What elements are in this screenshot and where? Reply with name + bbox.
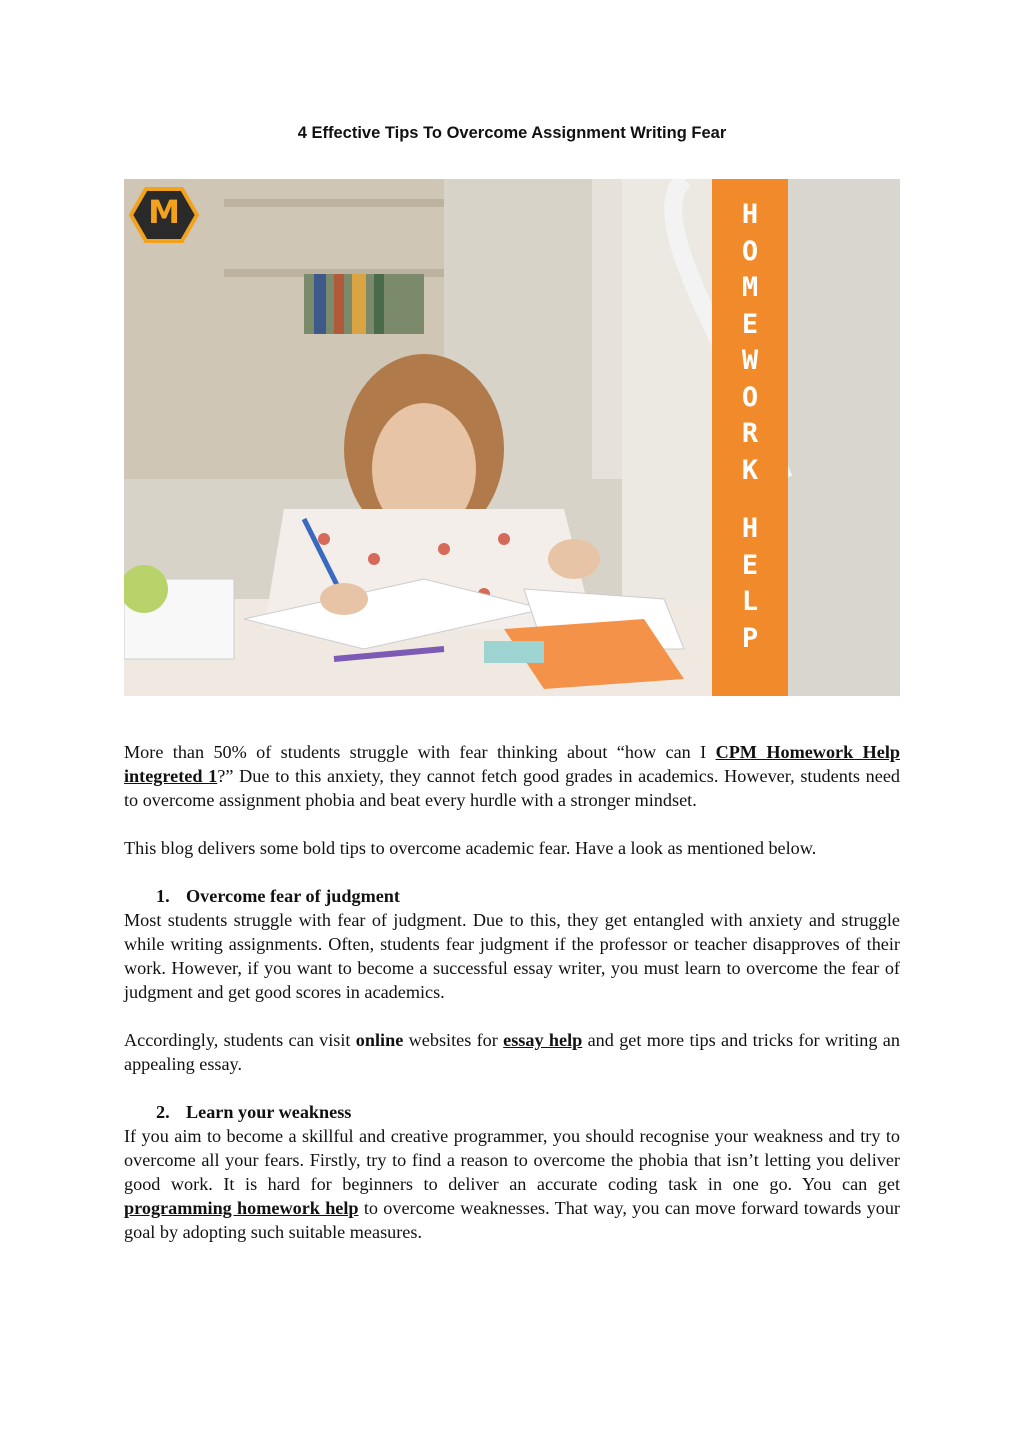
banner-letter: M	[741, 272, 759, 303]
banner-letter: H	[741, 513, 759, 544]
banner-letter: K	[741, 454, 759, 486]
blog-intro-paragraph: This blog delivers some bold tips to overcome academic fear. Have a look as mentioned below.	[124, 838, 817, 858]
article-body	[124, 740, 900, 1244]
banner-letter: O	[741, 235, 759, 267]
section-body	[124, 1124, 900, 1244]
paragraph-text: Accordingly, students can visit	[124, 1030, 356, 1050]
section-number: 2.	[156, 1102, 170, 1122]
homework-help-banner	[712, 179, 788, 696]
banner-letter: R	[741, 418, 759, 449]
intro-paragraph	[124, 740, 900, 812]
bold-text: online	[355, 1030, 404, 1050]
page-title: 4 Effective Tips To Overcome Assignment Writing Fear	[297, 124, 727, 142]
essay-help-paragraph	[124, 1028, 900, 1076]
logo	[129, 187, 199, 243]
banner-letter: L	[741, 586, 759, 617]
section-number: 1.	[156, 886, 170, 906]
section-heading	[156, 1100, 900, 1124]
banner-letter: E	[741, 308, 759, 340]
intro-text-cont: ?” Due to this anxiety, they cannot fetch good grades in academics. However, students need to overcome assignment phobia and beat every hurdle with a stronger mindset.	[124, 766, 901, 810]
banner-letter: P	[741, 622, 759, 654]
section-title: Overcome fear of judgment	[186, 886, 400, 906]
banner-letter: E	[741, 549, 759, 581]
paragraph-text: to overcome weaknesses. That way, you can move forward towards your goal by adopting such suitable measures.	[124, 1198, 900, 1242]
essay-help-link[interactable]: essay help	[503, 1030, 583, 1050]
paragraph-text: and get more tips and tricks for writing an appealing essay.	[124, 1030, 900, 1074]
logo-letter: M	[148, 193, 180, 231]
section-title: Learn your weakness	[186, 1102, 352, 1122]
hero-image	[124, 179, 900, 696]
banner-letter: H	[741, 199, 759, 230]
banner-letter: W	[741, 345, 759, 376]
section-heading	[156, 884, 900, 908]
paragraph-text: websites for	[403, 1030, 504, 1050]
paragraph-text: If you aim to become a skillful and creative programmer, you should recognise your weakness and try to overcome all your fears. Firstly, try to find a reason to overcome the phobia that isn’t letting you deliver good work. It is hard for beginners to deliver an accurate coding task in one go. You can get	[124, 1126, 900, 1194]
banner-letter: O	[741, 381, 759, 413]
programming-homework-link[interactable]: programming homework help	[124, 1198, 359, 1218]
section-body: Most students struggle with fear of judgment. Due to this, they get entangled with anxiety and struggle while writing assignments. Often, students fear judgment if the professor or teacher disapproves of their work. However, if you want to become a successful essay writer, you must learn to overcome the fear of judgment and get good scores in academics.	[124, 910, 900, 1002]
intro-text: More than 50% of students struggle with fear thinking about “how can I	[124, 742, 716, 762]
cpm-homework-link[interactable]: CPM Homework Help integreted 1	[124, 742, 900, 786]
